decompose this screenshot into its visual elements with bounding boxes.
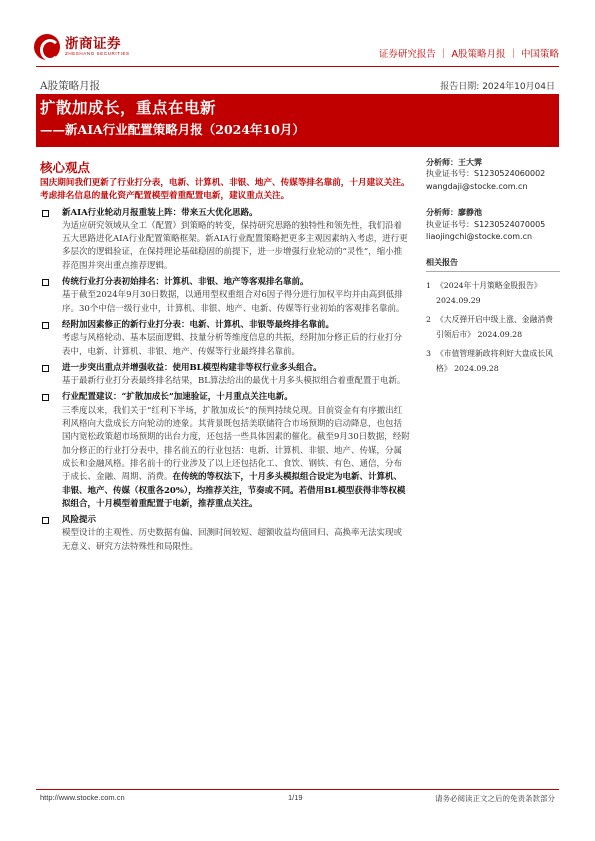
report-subtitle: ——新AIA行业配置策略月报（2024年10月） [40, 122, 305, 137]
related-report-item[interactable]: 2 《大反弹开启中级上涨、金融消费引领后市》 2024.09.28 [426, 314, 553, 339]
analyst-name: 分析师：王大霁 [426, 157, 482, 167]
footer-url[interactable]: http://www.stocke.com.cn [40, 793, 125, 802]
related-report-item[interactable]: 1 《2024年十月策略金股报告》 2024.09.29 [426, 280, 542, 305]
analyst-email[interactable]: liaojingchi@stocke.com.cn [426, 232, 533, 242]
title-banner [36, 94, 559, 147]
section-body: 考虑与风格轮动、基本层面逻辑、技量分析等维度信息的共振，经附加分修正后的行业打分表中，电新、计算机、非银、地产、传媒等行业最终排名靠前。 [62, 333, 403, 357]
page-number: 1/19 [288, 793, 303, 802]
checkbox-bullet-icon [42, 517, 49, 524]
doc-type: A股策略月报 [40, 80, 101, 92]
brand-logo-icon [34, 34, 60, 60]
intro-summary: 国庆期间我们更新了行业打分表，电新、计算机、非银、地产、传媒等排名靠前，十月建议关注。考虑排名信息的量化资产配置模型着重配置电新，建议重点关注。 [40, 178, 410, 202]
checkbox-bullet-icon [42, 322, 49, 329]
related-reports-title: 相关报告 [426, 256, 560, 271]
checkbox-bullet-icon [42, 365, 49, 372]
section-body: 为适应研究领域从全工（配置）到策略的转变，保持研究思路的独特性和领先性，我们沿着五大思路进化AIA行业配置策略框架。新AIA行业配置策略把更多主观因素纳入考虑，进行更多层次的逻辑验证，在保持理论基础稳固的前提下，进一步增强行业轮动的“灵性”，缩小推荐范围并突出重点推荐逻辑。 [62, 220, 408, 271]
section-heading: 行业配置建议：“扩散加成长”加速验证，十月重点关注电新。 [40, 391, 410, 404]
section-emphasis: 在传统的等权法下，十月多头模拟组合设定为电新、计算机、非银、地产、传媒（权重各20%），均推荐关注，节奏或不同。若借用BL模型获得非等权模拟组合，十月模型着重配置于电新，推荐重点关注。 [62, 472, 406, 509]
section-title: 核心观点 [40, 160, 91, 175]
footer-divider [36, 789, 559, 790]
analyst-cert: 执业证书号：S1230524070005 [426, 219, 546, 229]
section-body: 模型设计的主观性、历史数据有偏、回测时间较短、超额收益均值回归、高换率无法实现或无意义、研究方法特殊性和局限性。 [62, 528, 403, 552]
header-divider [36, 66, 559, 67]
analyst-card [426, 156, 560, 193]
report-title: 扩散加成长，重点在电新 [40, 99, 217, 117]
section-heading: 经附加因素修正的新行业打分表：电新、计算机、非银等最终排名靠前。 [40, 319, 410, 332]
section-heading: 风险提示 [40, 514, 410, 527]
analyst-card [426, 206, 560, 243]
analyst-name: 分析师：廖静池 [426, 207, 482, 218]
report-date: 报告日期: 2024年10月04日 [440, 82, 555, 92]
related-report-item[interactable]: 3 《市值管理新政将利好大盘成长风格》 2024.09.28 [426, 348, 553, 373]
sidebar [426, 156, 560, 380]
header-nav: 证券研究报告 ｜ A股策略月报 ｜ 中国策略 [378, 49, 559, 60]
section-heading: 传统行业打分表初始排名：计算机、非银、地产等客观排名靠前。 [40, 276, 410, 289]
checkbox-bullet-icon [42, 279, 49, 286]
brand-name: 浙商证券 [65, 36, 121, 52]
analyst-email[interactable]: wangdaji@stocke.com.cn [426, 181, 528, 191]
analyst-cert: 执业证书号：S1230524060002 [426, 169, 546, 179]
disclaimer-note: 请务必阅读正文之后的免责条款部分 [435, 794, 555, 803]
section-heading: 新AIA行业轮动月报重装上阵：带来五大优化思路。 [40, 207, 410, 220]
section-body: 基于最新行业打分表最终排名结果，BL算法给出的最优十月多头模拟组合着重配置于电新。 [62, 376, 406, 387]
checkbox-bullet-icon [42, 394, 49, 401]
brand-logo [34, 34, 130, 60]
main-content [40, 177, 410, 554]
section-body: 三季度以来，我们关于“红利下半场，扩散加成长”的预判持续兑现。目前资金有有序撤出红利风格向大盘成长方向轮动的迹象。其背景既包括美联储符合市场预期的启动降息，也包括国内宽松政策超市场预期的出台力度，还包括一些具体因素的催化。截至9月30日数据，经附加分修正的行业打分表中，排名前五的行业包括：电新、计算机、非银、地产、传媒，分属成长和金融风格。排名前十的行业涉及了以上还包括化工、食饮、钢铁、有色、通信，分布于成长、金融、周期、消费。在传统的等权法下，十月多头模拟组合设定为电新、计算机、非银、地产、传媒（权重各20%），均推荐关注，节奏或不同。若借用BL模型获得非等权模拟组合，十月模型着重配置于电新，推荐重点关注。 [62, 405, 410, 509]
section-body: 基于截至2024年9月30日数据，以通用型权重组合对6因子得分进行加权平均并由高到低排序。30个中信一级行业中，计算机、非银、地产、电新、传媒等行业初始的客观排名靠前。 [62, 290, 405, 314]
checkbox-bullet-icon [42, 210, 49, 217]
section-heading: 进一步突出重点并增强收益：使用BL模型构建非等权行业多头组合。 [40, 362, 410, 375]
brand-name-en: ZHESHANG SECURITIES [65, 51, 130, 56]
